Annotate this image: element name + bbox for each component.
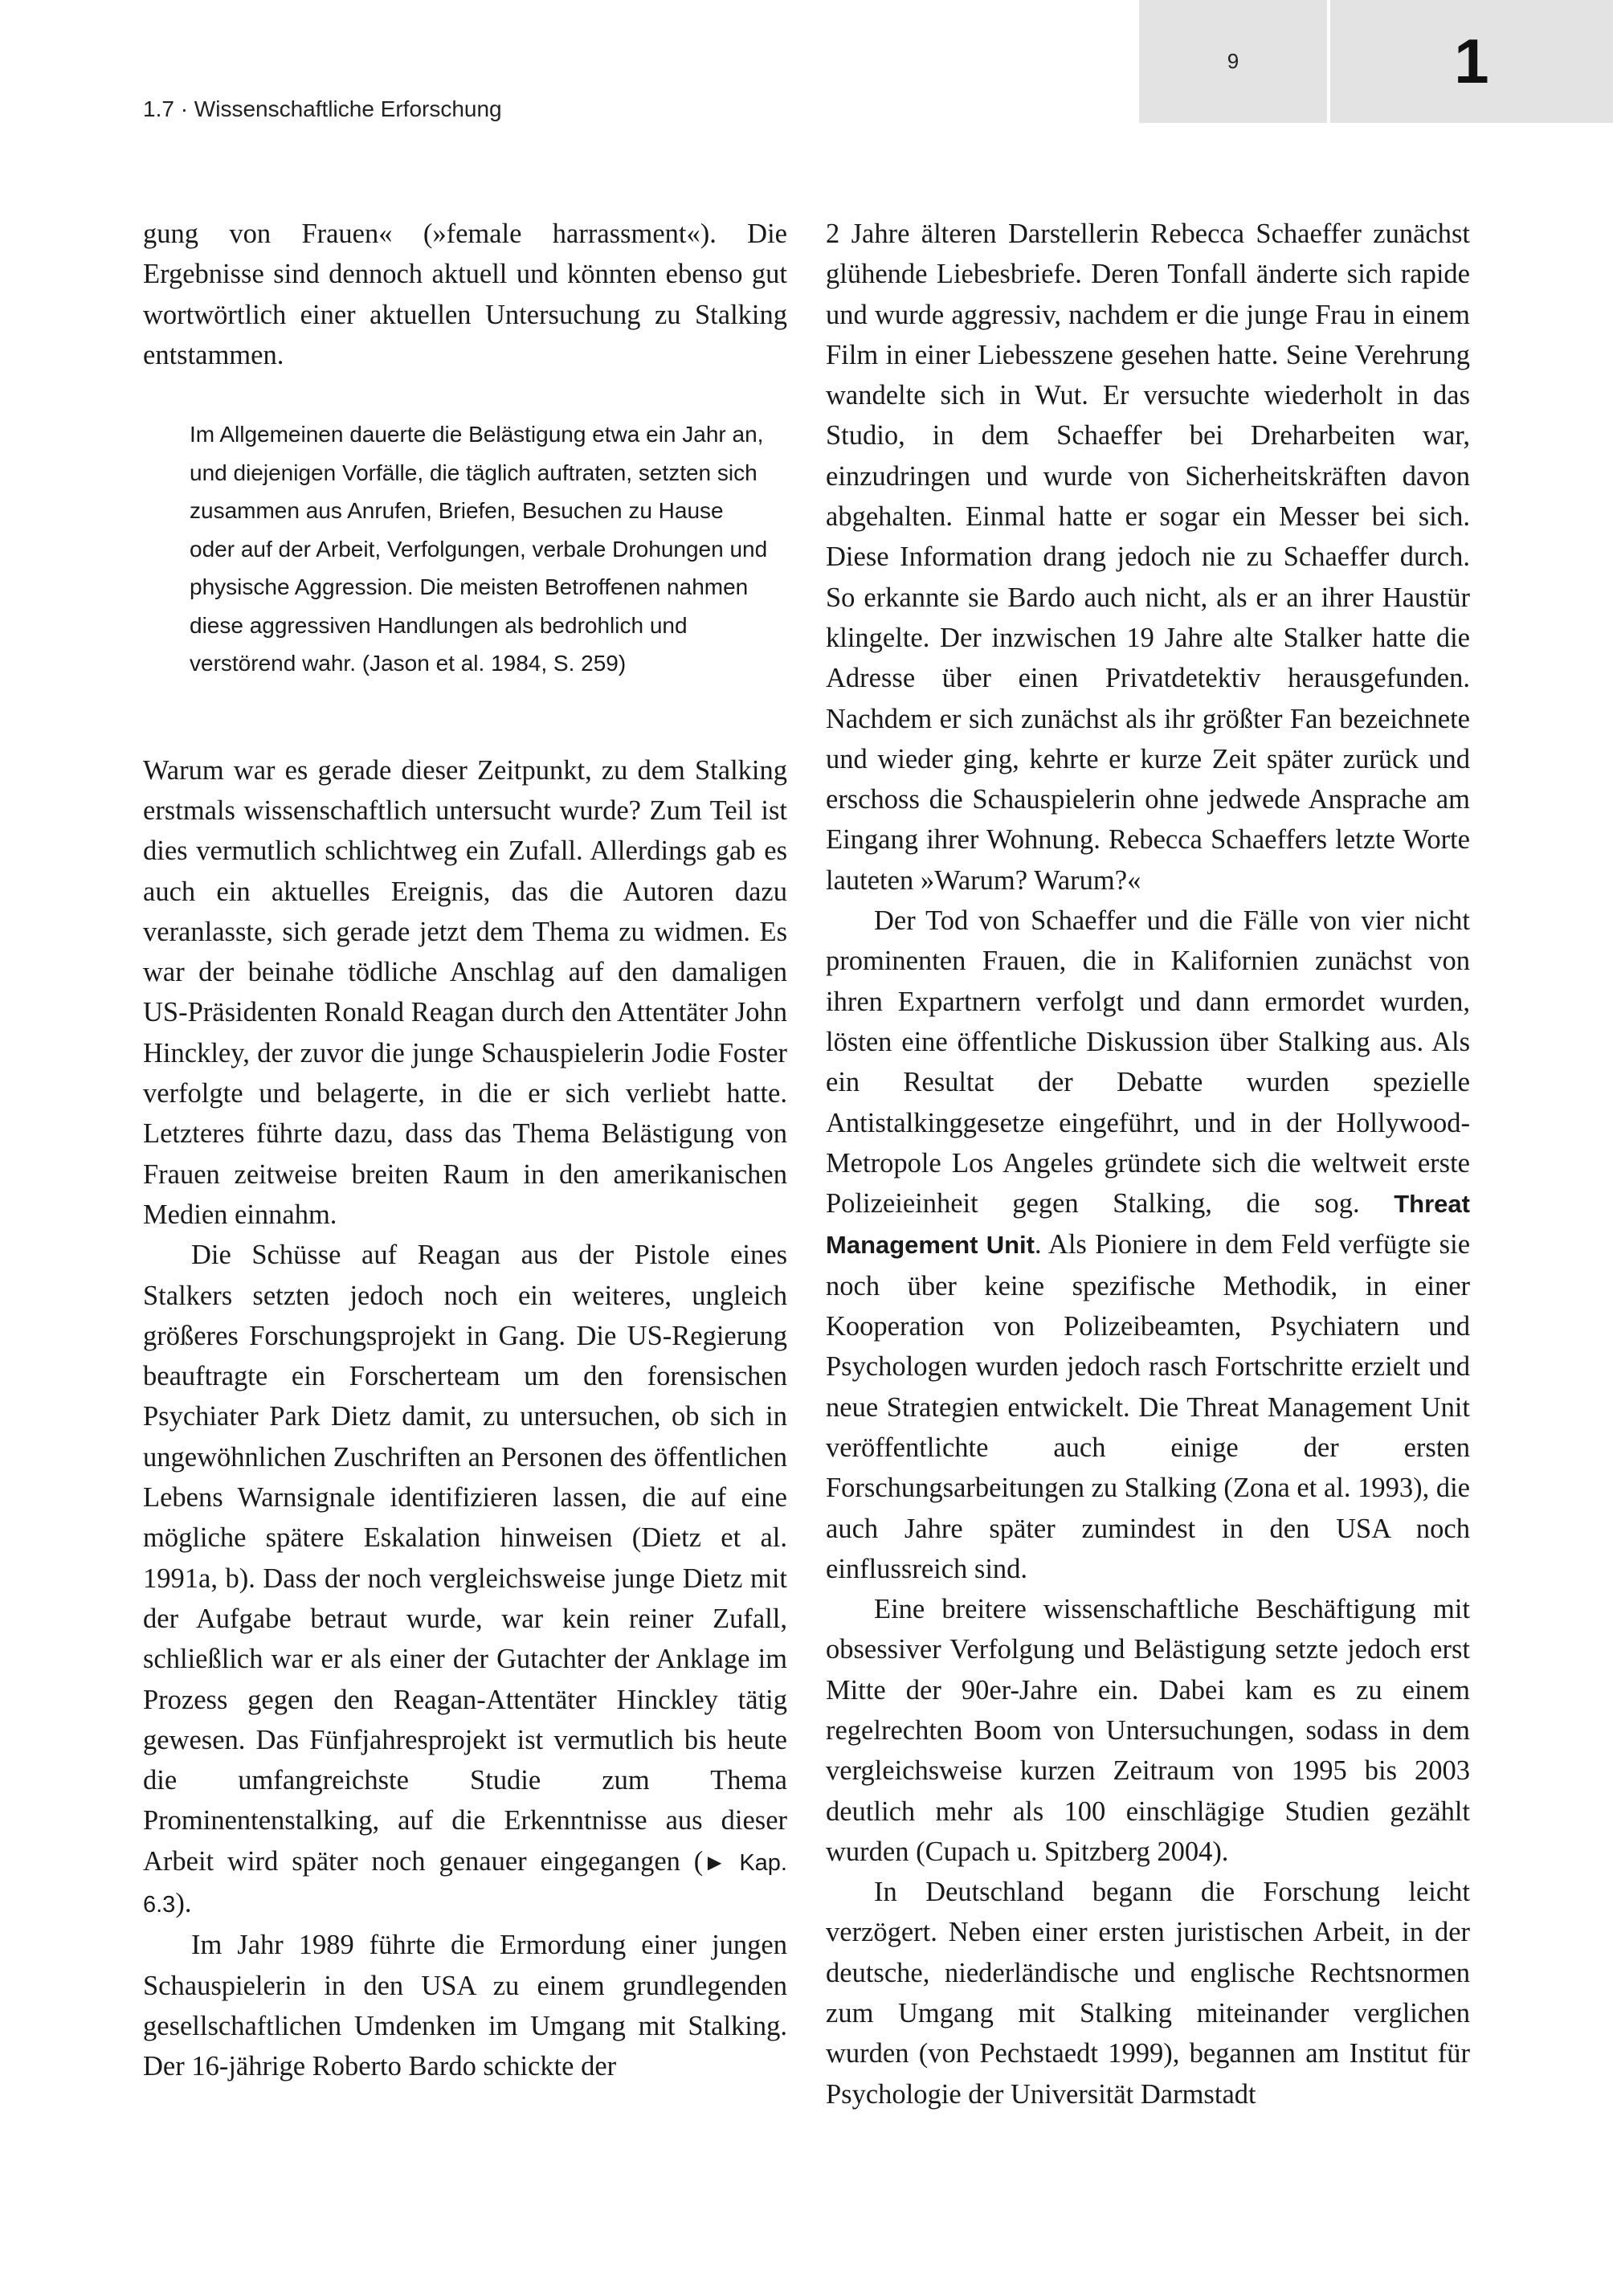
left-paragraph-3-end: ). (175, 1888, 192, 1918)
left-column (143, 214, 787, 2086)
right-paragraph-2-start: Der Tod von Schaeffer und die Fälle von vier nicht prominenten Frauen, die in Kalifornien zunächst von ihren Expartnern verfolgt und dann ermordet wurden, lösten eine öffentliche Diskussion über Stalking aus. Als ein Resultat der Debatte wurden spezielle Antistalkinggesetze eingeführt, und in der Hollywood-Metropole Los Angeles gründete sich die weltweit erste Polizeieinheit gegen Stalking, die sog. (826, 905, 1470, 1219)
left-paragraph-3 (143, 1235, 787, 1925)
right-paragraph-2 (826, 901, 1470, 1589)
running-header-section: 1.7 · Wissenschaftliche Erforschung (143, 96, 502, 121)
right-column (826, 214, 1470, 2114)
keyword-threat-management-unit: Threat Management Unit (826, 1190, 1470, 1260)
right-paragraph-3: Eine breitere wissenschaftliche Beschäftigung mit obsessiver Verfolgung und Belästigung setzte jedoch erst Mitte der 90er-Jahre ein. Dabei kam es zu einem regelrechten Boom von Untersuchungen, sodass in dem vergleichsweise kurzen Zeitraum von 1995 bis 2003 deutlich mehr als 100 einschlägige Studien gezählt wurden (Cupach u. Spitzberg 2004). (826, 1594, 1470, 1867)
left-paragraph-4: Im Jahr 1989 führte die Ermordung einer jungen Schauspielerin in den USA zu einem grundlegenden gesellschaftlichen Umdenken im Umgang mit Stalking. Der 16-jährige Roberto Bardo schickte der (143, 1930, 787, 2082)
right-paragraph-1: 2 Jahre älteren Darstellerin Rebecca Schaeffer zunächst glühende Liebesbriefe. Deren Tonfall änderte sich rapide und wurde aggressiv, nachdem er die junge Frau in einem Film in einer Liebesszene gesehen hatte. Seine Verehrung wandelte sich in Wut. Er versuchte wiederholt in das Studio, in dem Schaeffer bei Dreharbeiten war, einzudringen und wurde von Sicherheitskräften davon abgehalten. Einmal hatte er sogar ein Messer bei sich. Diese Information drang jedoch nie zu Schaeffer durch. So erkannte sie Bardo auch nicht, als er an ihrer Haustür klingelte. Der inzwischen 19 Jahre alte Stalker hatte die Adresse über einen Privatdetektiv herausgefunden. Nachdem er sich zunächst als ihr größter Fan bezeichnete und wieder ging, kehrte er kurze Zeit später zurück und erschoss die Schauspielerin ohne jedwede Ansprache am Eingang ihrer Wohnung. Rebecca Schaeffers letzte Worte lauteten »Warum? Warum?« (826, 219, 1470, 896)
right-paragraph-4: In Deutschland begann die Forschung leicht verzögert. Neben einer ersten juristischen Arbeit, in der deutsche, niederländische und englische Rechtsnormen zum Umgang mit Stalking miteinander verglichen wurden (von Pechstaedt 1999), begannen am Institut für Psychologie der Universität Darmstadt (826, 1877, 1470, 2110)
block-quote: Im Allgemeinen dauerte die Belästigung etwa ein Jahr an, und diejenigen Vorfälle, die täglich auftraten, setzten sich zusammen aus Anrufen, Briefen, Besuchen zu Hause oder auf der Arbeit, Verfolgungen, verbale Drohungen und physische Aggression. Die meisten Betroffenen nahmen diese aggressiven Handlungen als bedrohlich und verstörend wahr. (Jason et al. 1984, S. 259) (190, 422, 768, 676)
left-paragraph-1: gung von Frauen« (»female harrassment«). Die Ergebnisse sind dennoch aktuell und könnten ebenso gut wortwörtlich einer aktuellen Untersuchung zu Stalking entstammen. (143, 219, 787, 370)
page-number-tab: 9 (1139, 0, 1327, 123)
chapter-cross-reference-link[interactable]: ► Kap. 6.3 (143, 1849, 787, 1918)
left-paragraph-2: Warum war es gerade dieser Zeitpunkt, zu dem Stalking erstmals wissenschaftlich untersucht wurde? Zum Teil ist dies vermutlich schlichtweg ein Zufall. Allerdings gab es auch ein aktuelles Ereignis, das die Autoren dazu veranlasste, sich gerade jetzt dem Thema zu widmen. Es war der beinahe tödliche Anschlag auf den damaligen US-Präsidenten Ronald Reagan durch den Attentäter John Hinckley, der zuvor die junge Schauspielerin Jodie Foster verfolgte und belagerte, in die er sich verliebt hatte. Letzteres führte dazu, dass das Thema Belästigung von Frauen zeitweise breiten Raum in den amerikanischen Medien einnahm. (143, 754, 787, 1230)
right-paragraph-2-end: . Als Pioniere in dem Feld verfügte sie noch über keine spezifische Methodik, in einer Kooperation von Polizeibeamten, Psychiatern und Psychologen wurden jedoch rasch Fortschritte erzielt und neue Strategien entwickelt. Die Threat Management Unit veröffentlichte auch einige der ersten Forschungsarbeitungen zu Stalking (Zona et al. 1993), die auch Jahre später zumindest in den USA noch einflussreich sind. (826, 1229, 1471, 1584)
chapter-number-tab: 1 (1330, 0, 1613, 123)
left-paragraph-3-text: Die Schüsse auf Reagan aus der Pistole eines Stalkers setzten jedoch noch ein weiteres, ungleich größeres Forschungsprojekt in Gang. Die US-Regierung beauftragte ein Forscherteam um den forensischen Psychiater Park Dietz damit, zu untersuchen, ob sich in ungewöhnlichen Zuschriften an Personen des öffentlichen Lebens Warnsignale identifizieren lassen, die auf eine mögliche spätere Eskalation hinweisen (Dietz et al. 1991a, b). Dass der noch vergleichsweise junge Dietz mit der Aufgabe betraut wurde, war kein reiner Zufall, schließlich war er als einer der Gutachter der Anklage im Prozess gegen den Reagan-Attentäter Hinckley tätig gewesen. Das Fünfjahresprojekt ist vermutlich bis heute die umfangreichste Studie zum Thema Prominentenstalking, auf die Erkenntnisse aus dieser Arbeit wird später noch genauer eingegangen ( (143, 1240, 787, 1877)
